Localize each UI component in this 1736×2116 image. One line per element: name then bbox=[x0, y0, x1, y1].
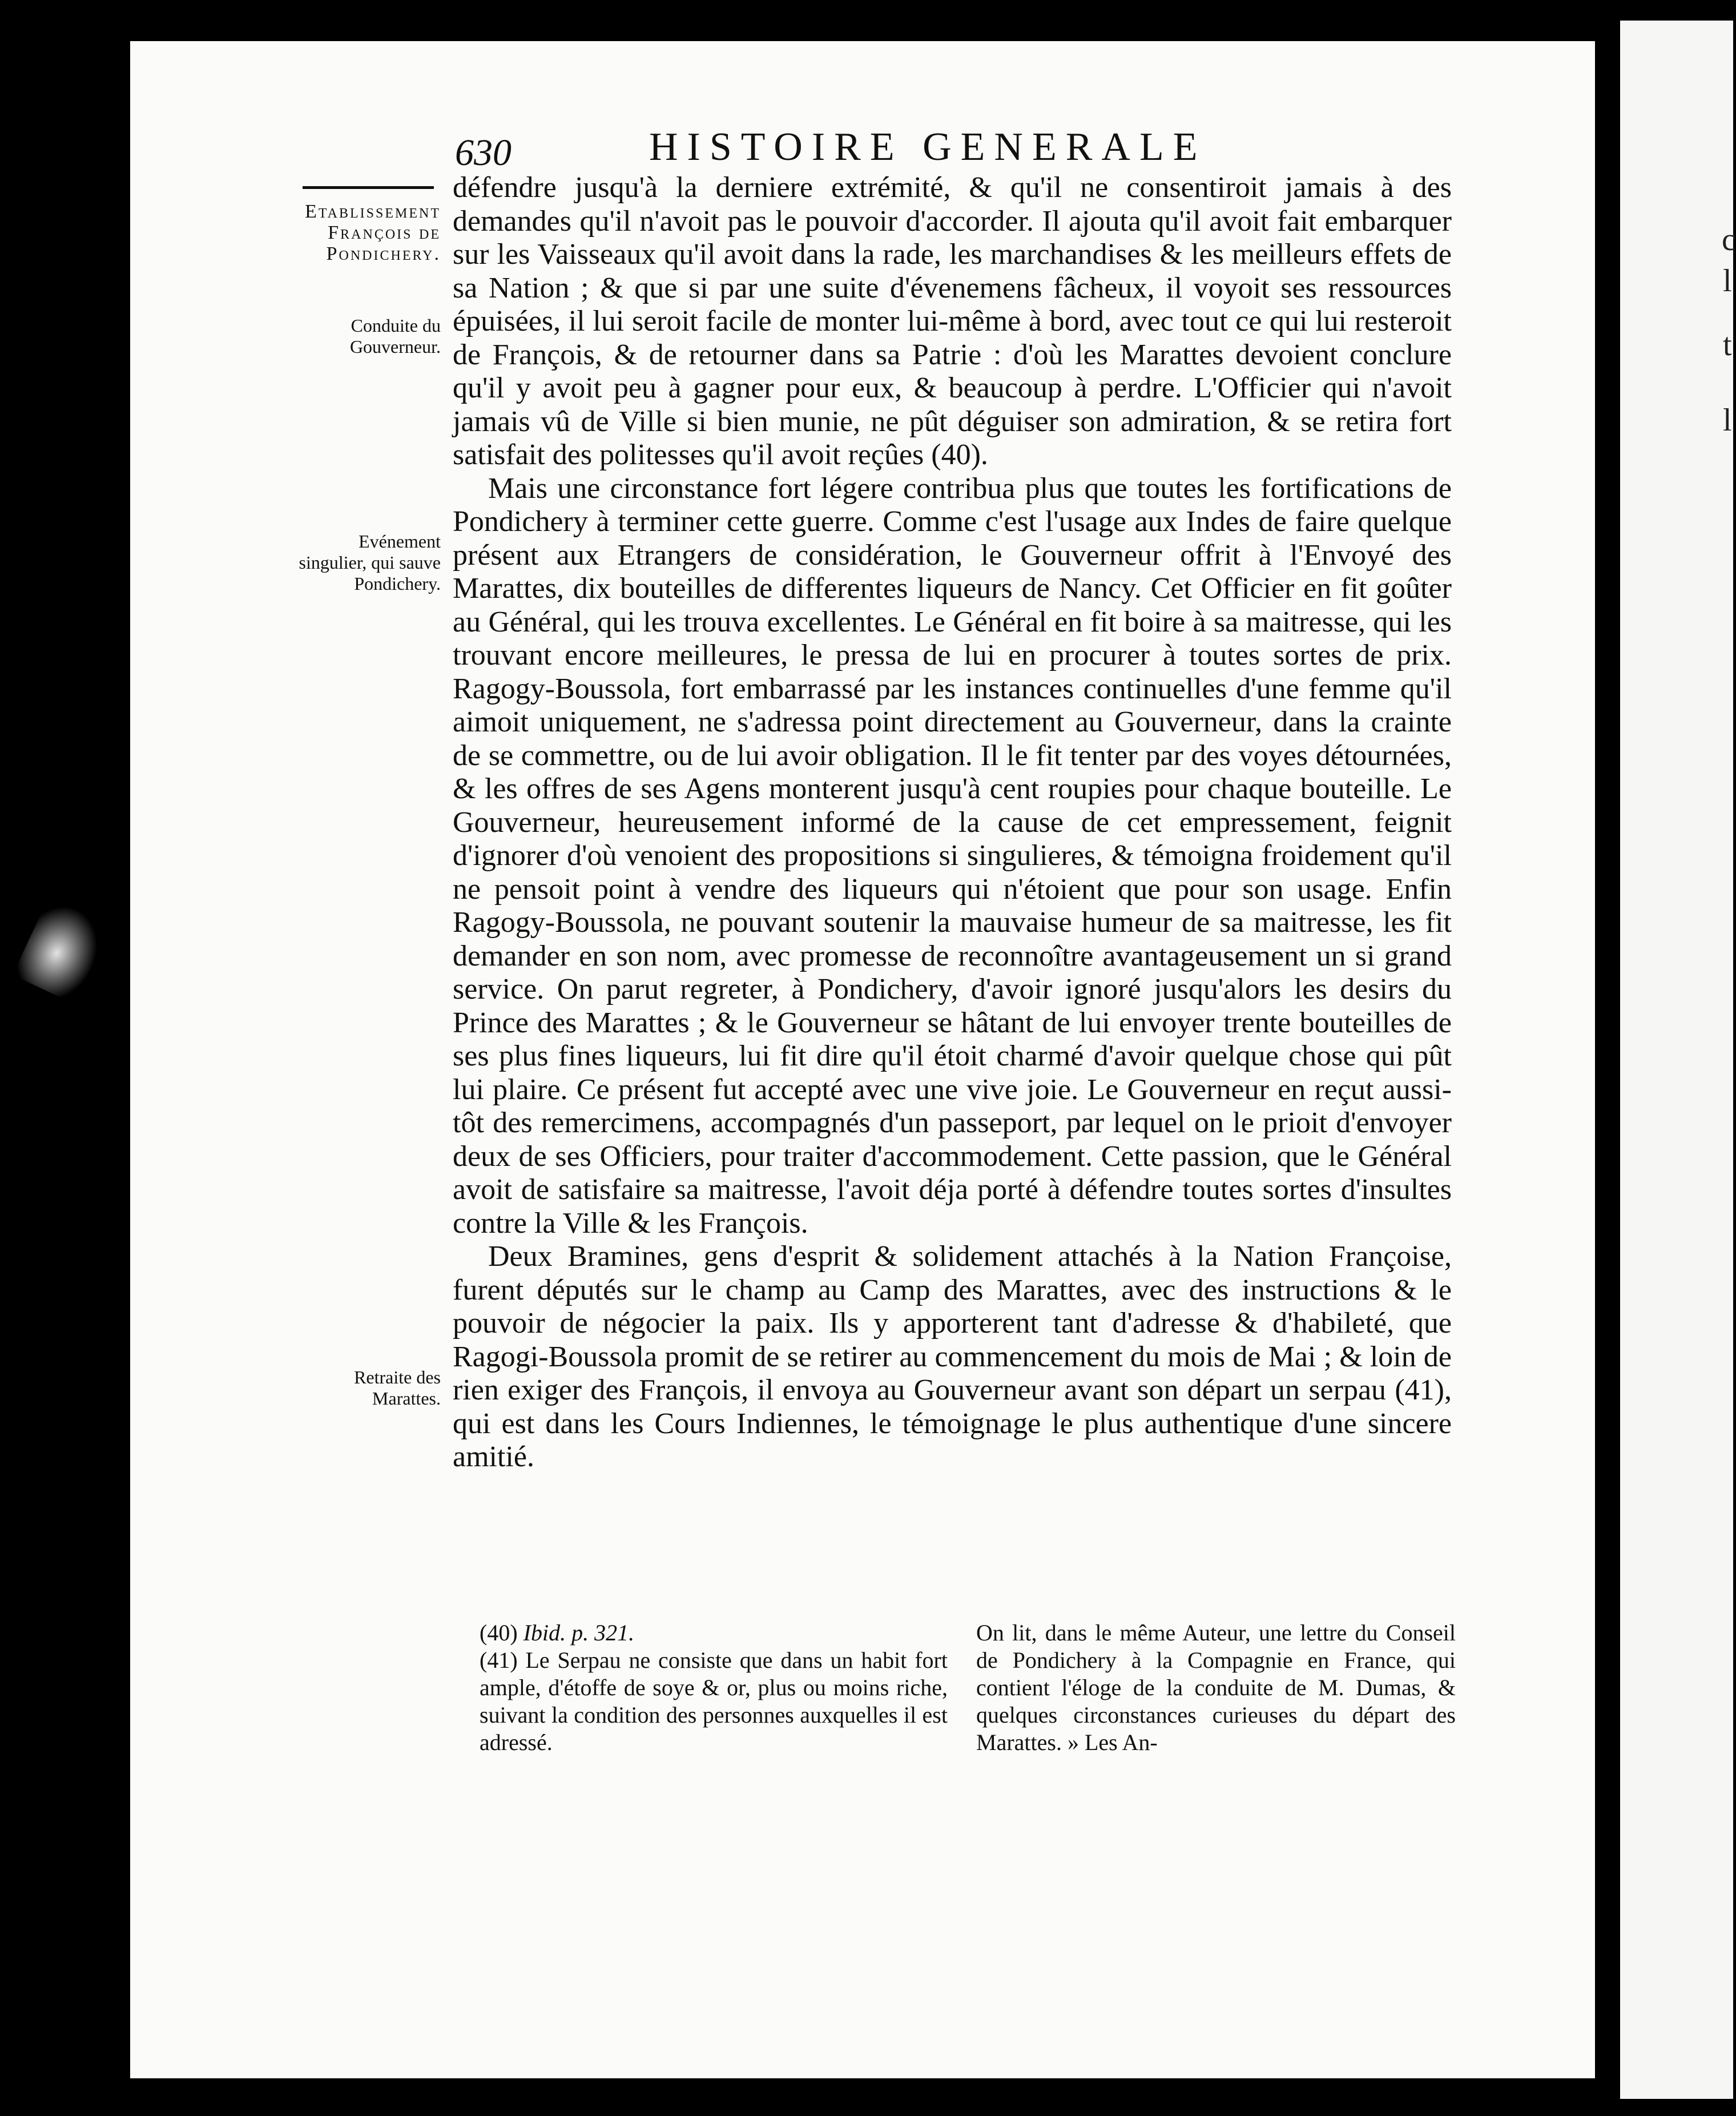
edge-fragment: t bbox=[1723, 327, 1732, 363]
margin-note-retreat: Retraite des Marattes. bbox=[354, 1367, 441, 1409]
paragraph: Mais une circonstance fort légere contribua plus que toutes les fortifications de Pondichery à terminer cette guerre. Comme c'est l'usage aux Indes de faire quelque présent aux Etrangers de considération, le Gouverneur offrit à l'Envoyé des Marattes, dix bouteilles de differentes liqueurs de Nancy. Cet Officier en fit goûter au Général, qui les trouva excellentes. Le Général en fit boire à sa maitresse, qui les trouvant encore meilleures, le pressa de lui en procurer à toutes sortes de prix. Ragogy-Boussola, fort embarrassé par les instances continuelles d'une femme qu'il aimoit uniquement, ne s'adressa point directement au Gouverneur, dans la crainte de se commettre, ou de lui avoir obligation. Il le fit tenter par des voyes détournées, & les offres de ses Agens monterent jusqu'à cent roupies pour chaque bouteille. Le Gouverneur, heureusement informé de la cause de cet empressement, feignit d'ignorer d'où venoient des propositions si singulieres, & témoigna froidement qu'il ne pensoit point à vendre des liqueurs qui n'étoient que pour son usage. Enfin Ragogy-Boussola, ne pouvant soutenir la mauvaise humeur de sa maitresse, les fit demander en son nom, avec promesse de reconnoître avantageusement un si grand service. On parut regreter, à Pondichery, d'avoir ignoré jusqu'alors les desirs du Prince des Marattes ; & le Gouverneur se hâtant de lui envoyer trente bouteilles de ses plus fines liqueurs, lui fit dire qu'il étoit charmé d'avoir quelque chose qui pût lui plaire. Ce présent fut accepté avec une vive joie. Le Gouverneur en reçut aussi-tôt des remercimens, accompagnés d'un passeport, par lequel on le prioit d'envoyer deux de ses Officiers, pour traiter d'accommodement. Cette passion, que le Général avoit de satisfaire sa maitresse, l'avoit déja porté à défendre toutes sortes d'insultes contre la Ville & les François. bbox=[453, 472, 1452, 1240]
footnotes-left-column bbox=[480, 1619, 948, 1756]
edge-fragment: l bbox=[1723, 263, 1732, 299]
footnote-reference: Ibid. p. 321. bbox=[523, 1620, 635, 1646]
page-number: 630 bbox=[455, 132, 511, 174]
edge-fragment: c bbox=[1722, 222, 1736, 258]
running-title: HISTOIRE GENERALE bbox=[649, 125, 1207, 169]
margin-note-establishment: Etablissement François de Pondichery. bbox=[305, 201, 441, 264]
footnote-41: (41) Le Serpau ne consiste que dans un habit fort ample, d'étoffe de soye & or, plus ou moins riche, suivant la condition des personnes auxquelles il est adressé. bbox=[480, 1647, 948, 1755]
paragraph: défendre jusqu'à la derniere extrémité, & qu'il ne consentiroit jamais à des demandes qu'il n'avoit pas le pouvoir d'accorder. Il ajouta qu'il avoit fait embarquer sur les Vaisseaux qu'il avoit dans la rade, les marchandises & les meilleurs effets de sa Nation ; & que si par une suite d'évenemens fâcheux, il voyoit ses ressources épuisées, il lui seroit facile de monter lui-même à bord, avec tout ce qui lui resteroit de François, & de retourner dans sa Patrie : d'où les Marattes devoient conclure qu'il y avoit peu à gagner pour eux, & beaucoup à perdre. L'Officier qui n'avoit jamais vû de Ville si bien munie, ne pût déguiser son admiration, & se retira fort satisfait des politesses qu'il avoit reçûes (40). bbox=[453, 171, 1452, 471]
footnotes-right-column bbox=[976, 1619, 1456, 1756]
footnote-40 bbox=[480, 1619, 948, 1647]
paragraph: Deux Bramines, gens d'esprit & solidement attachés à la Nation Françoise, furent députés sur le champ au Camp des Marattes, avec des instructions & le pouvoir de négocier la paix. Ils y apporterent tant d'adresse & d'habileté, que Ragogi-Boussola promit de se retirer au commencement du mois de Mai ; & loin de rien exiger des François, il envoya au Gouverneur avant son départ un serpau (41), qui est dans les Cours Indiennes, le témoignage le plus authentique d'une sincere amitié. bbox=[453, 1240, 1452, 1473]
footnote-number: (40) bbox=[480, 1620, 518, 1646]
main-text bbox=[453, 171, 1452, 1474]
margin-rule bbox=[303, 186, 434, 189]
footnote-continuation: On lit, dans le même Auteur, une lettre du Conseil de Pondichery à la Compagnie en France, qui contient l'éloge de la conduite de M. Dumas, & quelques circonstances curieuses du départ des Marattes. » Les An- bbox=[976, 1620, 1456, 1755]
edge-fragment: l bbox=[1723, 403, 1732, 438]
margin-note-singular-event: Evénement singulier, qui sauve Pondichery. bbox=[299, 531, 441, 594]
adjacent-page-edge bbox=[1620, 21, 1736, 2099]
margin-note-governor-conduct: Conduite du Gouverneur. bbox=[349, 315, 441, 357]
